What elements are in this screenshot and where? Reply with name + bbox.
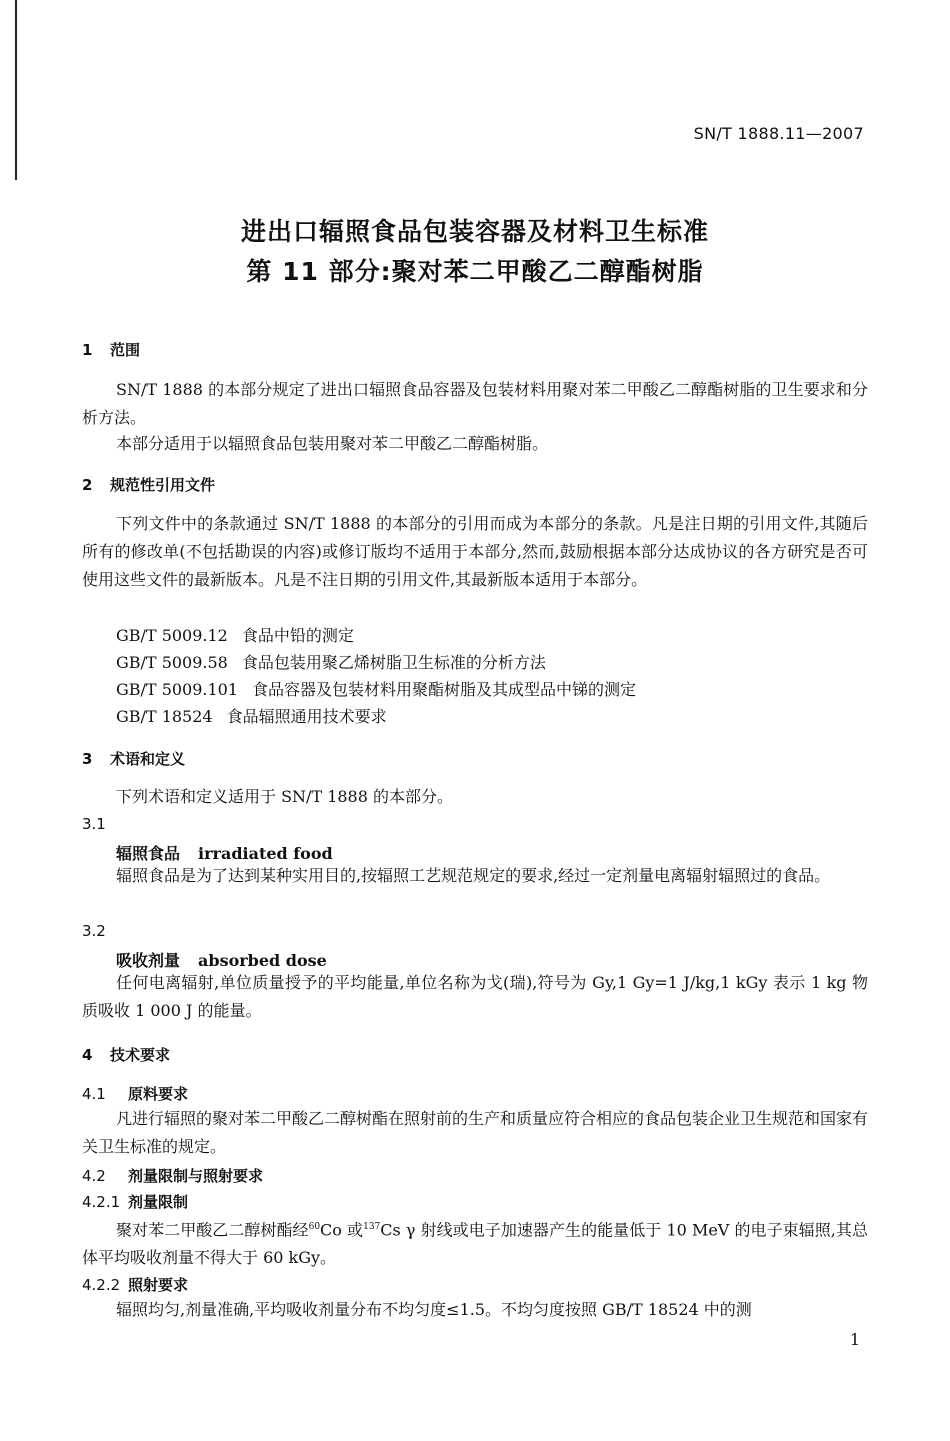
isotope-mass-number: 137 [363,1222,381,1232]
standard-code: SN/T 1888.11—2007 [693,124,864,143]
term-number: 3.1 [82,815,106,833]
subsection-4-2-1-paragraph [82,1213,868,1272]
page-number: 1 [849,1330,860,1349]
reference-title: 食品容器及包装材料用聚酯树脂及其成型品中锑的测定 [252,680,637,699]
subsection-number: 4.2 [82,1167,106,1185]
section-title: 规范性引用文件 [110,476,216,494]
subsection-4-1-heading [82,1083,188,1104]
section-1-paragraph-2: 本部分适用于以辐照食品包装用聚对苯二甲酸乙二醇酯树脂。 [116,434,549,453]
reference-title: 食品辐照通用技术要求 [226,707,387,726]
term-zh: 吸收剂量 [116,951,181,970]
term-number: 3.2 [82,922,106,940]
subsection-4-1-paragraph: 凡进行辐照的聚对苯二甲酸乙二醇树酯在照射前的生产和质量应符合相应的食品包装企业卫生规范和国家有关卫生标准的规定。 [82,1109,869,1156]
term-en: irradiated food [198,844,333,863]
reference-code: GB/T 5009.12 [116,626,228,645]
section-title: 范围 [110,341,141,359]
reference-code: GB/T 18524 [116,707,213,726]
subsection-4-2-heading [82,1165,263,1186]
reference-title: 食品中铅的测定 [241,626,354,645]
subsection-number: 4.2.1 [82,1193,121,1211]
section-number: 1 [82,341,93,359]
scan-edge-line [15,0,17,180]
subsection-title: 剂量限制与照射要求 [128,1167,264,1185]
subsection-number: 4.1 [82,1085,106,1103]
section-title: 技术要求 [110,1046,171,1064]
section-2-paragraph: 下列文件中的条款通过 SN/T 1888 的本部分的引用而成为本部分的条款。凡是注日期的引用文件,其随后所有的修改单(不包括勘误的内容)或修订版均不适用于本部分,然而,鼓励根据本部分达成协议的各方研究是否可使用这些文件的最新版本。凡是不注日期的引用文件,其最新版本适用于本部分。 [82,514,868,589]
term-heading [116,841,333,864]
reference-item [116,704,387,727]
reference-title: 食品包装用聚乙烯树脂卫生标准的分析方法 [241,653,546,672]
subsection-title: 剂量限制 [128,1193,189,1211]
reference-code: GB/T 5009.101 [116,680,239,699]
section-4-heading [82,1044,170,1065]
document-title-line2: 第 11 部分:聚对苯二甲酸乙二醇酯树脂 [246,257,704,286]
section-title: 术语和定义 [110,750,186,768]
term-heading [116,948,327,971]
term-zh: 辐照食品 [116,844,181,863]
isotope-mass-number: 60 [308,1222,321,1232]
subsection-title: 原料要求 [128,1085,189,1103]
paragraph-text: 聚对苯二甲酸乙二醇树酯经 [116,1220,309,1240]
document-title-line1: 进出口辐照食品包装容器及材料卫生标准 [240,217,709,246]
section-2-heading [82,474,215,495]
section-3-heading [82,748,185,769]
reference-item [116,650,546,673]
section-3-paragraph: 下列术语和定义适用于 SN/T 1888 的本部分。 [116,787,454,806]
section-1-paragraph-1: SN/T 1888 的本部分规定了进出口辐照食品容器及包装材料用聚对苯二甲酸乙二醇酯树脂的卫生要求和分析方法。 [82,380,868,427]
section-number: 4 [82,1046,93,1064]
subsection-4-2-2-heading [82,1274,188,1295]
section-number: 2 [82,476,93,494]
reference-code: GB/T 5009.58 [116,653,228,672]
reference-item [116,623,354,646]
reference-item [116,677,636,700]
subsection-title: 照射要求 [128,1276,189,1294]
subsection-4-2-1-heading [82,1191,188,1212]
section-1-heading [82,339,140,360]
paragraph-text: Cs γ 射线或电子加速器产生的能量低于 10 MeV 的电子束辐照,其总体平均吸收剂量不得大于 60 kGy。 [82,1220,868,1268]
term-en: absorbed dose [198,951,327,970]
subsection-number: 4.2.2 [82,1276,121,1294]
term-definition: 辐照食品是为了达到某种实用目的,按辐照工艺规范规定的要求,经过一定剂量电离辐射辐照过的食品。 [116,866,831,885]
subsection-4-2-2-paragraph: 辐照均匀,剂量准确,平均吸收剂量分布不均匀度≤1.5。不均匀度按照 GB/T 18524 中的测 [116,1300,752,1319]
term-definition: 任何电离辐射,单位质量授予的平均能量,单位名称为戈(瑞),符号为 Gy,1 Gy=1 J/kg,1 kGy 表示 1 kg 物质吸收 1 000 J 的能量。 [82,973,868,1020]
paragraph-text: Co 或 [320,1220,364,1240]
section-number: 3 [82,750,93,768]
